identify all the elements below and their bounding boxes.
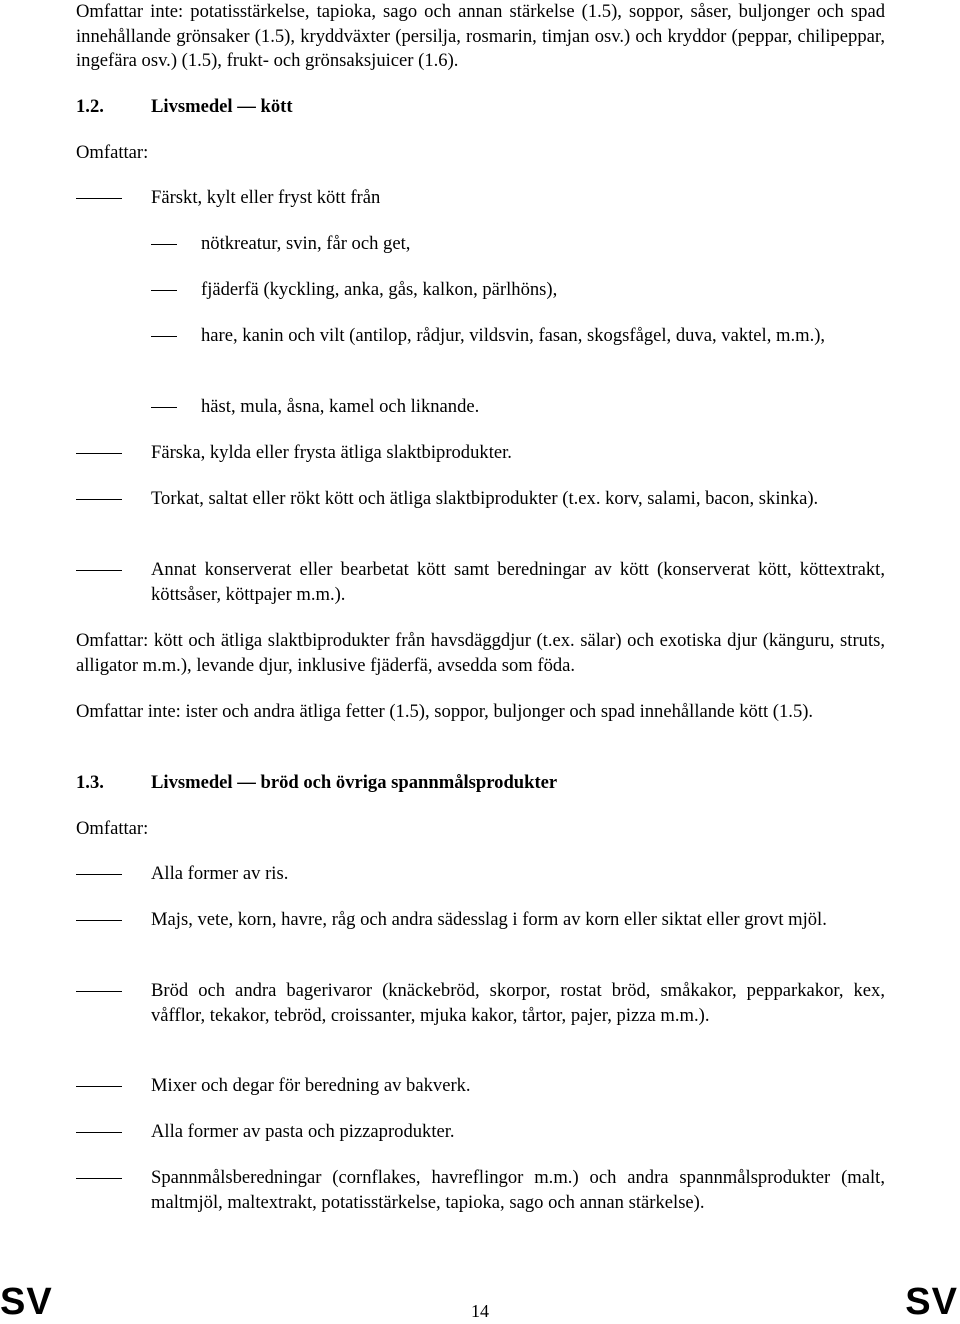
list-dash [76,920,122,921]
intro-not-included: Omfattar inte: potatisstärkelse, tapioka, sago och annan stärkelse (1.5), soppor, såser, buljonger och spad innehållande grönsaker (1.5), kryddväxter (persilja, rosmarin, timjan osv.) och kryddor (peppar, chilipeppar, ingefära osv.) (1.5), frukt- och grönsaksjuicer (1.6). [76,1,885,71]
list-item: Färska, kylda eller frysta ätliga slaktbiprodukter. [151,442,512,463]
includes-label: Omfattar: [76,142,149,163]
list-item: Majs, vete, korn, havre, råg och andra sädesslag i form av korn eller siktat eller grovt mjöl. [151,909,827,930]
sub-list-dash [151,407,177,408]
list-item: Bröd och andra bagerivaror (knäckebröd, skorpor, rostat bröd, småkakor, pepparkakor, kex, våfflor, tekakor, tebröd, croissanter, mjuka kakor, tårtor, pajer, pizza m.m.). [151,980,885,1026]
section-number: 1.2. [76,96,104,117]
not-included-note: Omfattar inte: ister och andra ätliga fetter (1.5), soppor, buljonger och spad innehållande kött (1.5). [76,701,814,722]
list-dash [76,198,122,199]
includes-label: Omfattar: [76,818,149,839]
list-dash [76,1132,122,1133]
list-item: Mixer och degar för beredning av bakverk. [151,1075,471,1096]
sub-list-dash [151,290,177,291]
sub-list-dash [151,336,177,337]
section-title: Livsmedel — kött [151,96,293,117]
sub-list-item: häst, mula, åsna, kamel och liknande. [201,396,480,417]
list-item: Spannmålsberedningar (cornflakes, havreflingor m.m.) och andra spannmålsprodukter (malt, maltmjöl, maltextrakt, potatisstärkelse, tapioka, sago och annan stärkelse). [151,1167,885,1213]
section-heading-1-3 [76,771,557,796]
list-dash [76,570,122,571]
list-dash [76,499,122,500]
list-dash [76,874,122,875]
list-item: Alla former av pasta och pizzaprodukter. [151,1121,455,1142]
sub-list-item: nötkreatur, svin, får och get, [201,233,411,254]
section-title: Livsmedel — bröd och övriga spannmålsprodukter [151,772,558,793]
list-dash [76,453,122,454]
sub-list-item: fjäderfä (kyckling, anka, gås, kalkon, pärlhöns), [201,279,558,300]
list-dash [76,1086,122,1087]
page-number: 14 [471,1301,489,1321]
section-number: 1.3. [76,772,104,793]
sub-list-dash [151,244,177,245]
section-heading-1-2 [76,95,293,120]
list-item: Färskt, kylt eller fryst kött från [151,187,381,208]
list-dash [76,1178,122,1179]
sub-list-item: hare, kanin och vilt (antilop, rådjur, vildsvin, fasan, skogsfågel, duva, vaktel, m.m.), [201,325,826,346]
list-item: Annat konserverat eller bearbetat kött samt beredningar av kött (konserverat kött, köttextrakt, köttsåser, köttpajer m.m.). [151,559,885,605]
list-item: Torkat, saltat eller rökt kött och ätliga slaktbiprodukter (t.ex. korv, salami, bacon, skinka). [151,488,819,509]
language-code-right: SV [905,1281,958,1323]
list-dash [76,991,122,992]
language-code-left: SV [0,1281,53,1323]
includes-note: Omfattar: kött och ätliga slaktbiprodukter från havsdäggdjur (t.ex. sälar) och exotiska djur (känguru, struts, alligator m.m.), levande djur, inklusive fjäderfä, avsedda som föda. [76,630,885,676]
list-item: Alla former av ris. [151,863,289,884]
